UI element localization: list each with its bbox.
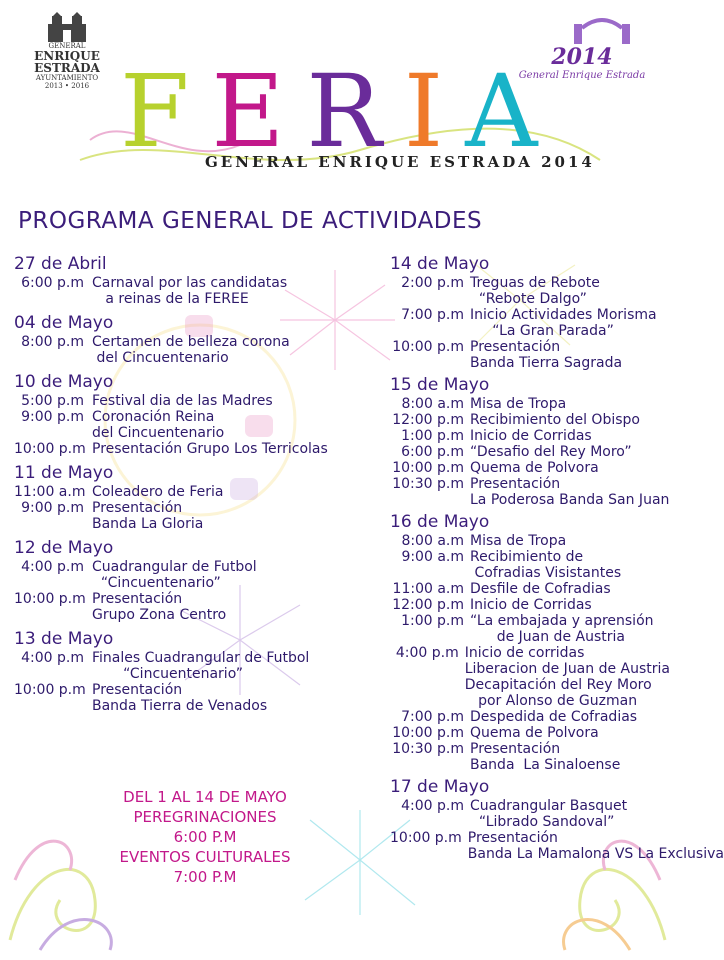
event-description: Quema de Polvora (470, 725, 599, 741)
day-section (390, 256, 670, 371)
event-row (390, 307, 670, 339)
event-row (390, 428, 670, 444)
day-heading: 12 de Mayo (14, 538, 114, 558)
event-row (390, 709, 670, 725)
event-description: Presentación La Poderosa Banda San Juan (470, 476, 670, 508)
title-letter: R (306, 53, 390, 170)
event-time: 11:00 a.m (392, 581, 464, 597)
event-row (14, 591, 369, 623)
event-description: Inicio de corridas Liberacion de Juan de Austria Decapitación del Rey Moro por Alonso de Guzman (464, 645, 670, 709)
event-row (390, 741, 670, 773)
event-row (390, 533, 670, 549)
event-row (390, 830, 724, 862)
event-time: 12:00 p.m (392, 597, 464, 613)
event-row (14, 500, 369, 532)
day-section (390, 777, 724, 862)
event-time: 10:00 p.m (392, 725, 464, 741)
day-section (14, 631, 369, 714)
promo-cultural-events: EVENTOS CULTURALES (119, 848, 291, 866)
logo-line1: GENERAL (48, 42, 86, 50)
event-description: Coleadero de Feria (92, 484, 224, 500)
day-heading: 27 de Abril (14, 254, 107, 274)
logo-line4: AYUNTAMIENTO (35, 74, 99, 82)
event-row (390, 460, 670, 476)
day-section (390, 514, 670, 773)
day-heading: 15 de Mayo (390, 375, 490, 395)
event-description: Treguas de Rebote “Rebote Dalgo” (470, 275, 600, 307)
event-description: Presentación Banda Tierra de Venados (92, 682, 268, 714)
event-time: 10:00 p.m (14, 591, 86, 607)
event-time: 8:00 p.m (21, 334, 84, 350)
event-time: 6:00 p.m (401, 444, 464, 460)
event-time: 4:00 p.m (395, 645, 459, 661)
event-time: 10:00 p.m (392, 339, 464, 355)
event-time: 7:00 p.m (401, 307, 464, 323)
promo-block (95, 787, 315, 887)
event-description: Presentación Grupo Zona Centro (92, 591, 227, 623)
day-heading: 16 de Mayo (390, 512, 490, 532)
promo-pilgrimages-time: 6:00 P.M (173, 828, 237, 846)
feria-subtitle: GENERAL ENRIQUE ESTRADA 2014 (205, 153, 595, 171)
day-section (14, 540, 369, 623)
event-time: 2:00 p.m (401, 275, 464, 291)
event-row (14, 334, 369, 366)
promo-dates: DEL 1 AL 14 DE MAYO (123, 788, 287, 806)
event-row (390, 725, 670, 741)
event-row (14, 409, 369, 441)
event-description: Presentación Banda La Mamalona VS La Exclusiva (467, 830, 724, 862)
event-time: 8:00 a.m (401, 533, 464, 549)
logo-line5: 2013 • 2016 (44, 82, 90, 90)
church-icon (44, 12, 90, 42)
event-row (390, 597, 670, 613)
title-letter: E (211, 53, 293, 170)
promo-cultural-time: 7:00 P.M (173, 868, 237, 886)
event-row (390, 412, 670, 428)
event-time: 8:00 a.m (401, 396, 464, 412)
page-heading: PROGRAMA GENERAL DE ACTIVIDADES (18, 208, 483, 234)
event-time: 12:00 p.m (392, 412, 464, 428)
event-time: 9:00 p.m (21, 409, 84, 425)
event-time: 4:00 p.m (21, 559, 84, 575)
day-section (390, 377, 670, 508)
event-row (14, 484, 369, 500)
day-section (14, 256, 369, 307)
event-description: Presentación Grupo Los Terricolas (92, 441, 328, 457)
logo-line3: ESTRADA (34, 61, 100, 75)
event-time: 10:00 p.m (390, 830, 462, 846)
event-time: 4:00 p.m (401, 798, 464, 814)
event-time: 4:00 p.m (21, 650, 84, 666)
event-description: Presentación Banda La Gloria (92, 500, 204, 532)
event-row (390, 444, 670, 460)
day-heading: 14 de Mayo (390, 254, 490, 274)
event-row (390, 613, 670, 645)
event-time: 10:30 p.m (392, 476, 464, 492)
event-description: Misa de Tropa (470, 533, 567, 549)
event-time: 6:00 p.m (21, 275, 84, 291)
day-section (14, 465, 369, 532)
event-time: 10:00 p.m (392, 460, 464, 476)
logo-line2: ENRIQUE (34, 49, 100, 63)
event-description: Cuadrangular de Futbol “Cincuentenario” (92, 559, 257, 591)
event-row (390, 339, 670, 371)
event-description: Presentación Banda Tierra Sagrada (470, 339, 623, 371)
event-row (14, 393, 369, 409)
title-letter: F (120, 53, 198, 170)
event-row (390, 798, 670, 830)
event-row (14, 275, 369, 307)
event-time: 10:00 p.m (14, 441, 86, 457)
event-time: 5:00 p.m (21, 393, 84, 409)
left-column (14, 256, 369, 722)
event-description: Certamen de belleza corona del Cincuentenario (92, 334, 290, 366)
event-description: Desfile de Cofradias (470, 581, 611, 597)
event-description: Finales Cuadrangular de Futbol “Cincuentenario” (92, 650, 310, 682)
logo-name: General Enrique Estrada (518, 70, 646, 81)
day-section (14, 374, 369, 457)
title-letter: A (465, 53, 546, 170)
event-row (14, 559, 369, 591)
event-time: 9:00 a.m (401, 549, 464, 565)
day-section (14, 315, 369, 366)
event-description: Recibimiento del Obispo (470, 412, 640, 428)
event-row (390, 396, 670, 412)
event-description: “La embajada y aprensión de Juan de Austria (470, 613, 654, 645)
day-heading: 10 de Mayo (14, 372, 114, 392)
event-description: Inicio Actividades Morisma “La Gran Parada” (470, 307, 657, 339)
event-description: Inicio de Corridas (470, 428, 592, 444)
day-heading: 04 de Mayo (14, 313, 114, 333)
event-description: Coronación Reina del Cincuentenario (92, 409, 225, 441)
day-heading: 11 de Mayo (14, 463, 114, 483)
event-description: Festival dia de las Madres (92, 393, 273, 409)
event-description: Quema de Polvora (470, 460, 599, 476)
event-description: Misa de Tropa (470, 396, 567, 412)
event-description: Presentación Banda La Sinaloense (470, 741, 621, 773)
event-row (390, 549, 670, 581)
right-column (390, 254, 724, 868)
promo-pilgrimages: PEREGRINACIONES (133, 808, 277, 826)
logo-year: 2014 (551, 44, 613, 70)
event-time: 1:00 p.m (401, 428, 464, 444)
event-row (14, 650, 369, 682)
event-description: Inicio de Corridas (470, 597, 592, 613)
event-description: “Desafio del Rey Moro” (470, 444, 632, 460)
event-description: Recibimiento de Cofradias Visistantes (470, 549, 622, 581)
event-row (390, 645, 670, 709)
event-time: 10:30 p.m (392, 741, 464, 757)
day-heading: 13 de Mayo (14, 629, 114, 649)
event-row (390, 275, 670, 307)
event-row (14, 441, 369, 457)
event-row (390, 476, 670, 508)
municipal-logo (32, 12, 102, 102)
event-time: 10:00 p.m (14, 682, 86, 698)
event-time: 1:00 p.m (401, 613, 464, 629)
day-heading: 17 de Mayo (390, 777, 490, 797)
event-row (390, 581, 670, 597)
event-description: Despedida de Cofradias (470, 709, 638, 725)
event-description: Carnaval por las candidatas a reinas de la FEREE (92, 275, 288, 307)
event-row (14, 682, 369, 714)
event-description: Cuadrangular Basquet “Librado Sandoval” (470, 798, 628, 830)
arch-icon (572, 18, 632, 44)
event-time: 11:00 a.m (14, 484, 86, 500)
event-time: 7:00 p.m (401, 709, 464, 725)
title-letter: I (403, 53, 452, 170)
event-time: 9:00 p.m (21, 500, 84, 516)
